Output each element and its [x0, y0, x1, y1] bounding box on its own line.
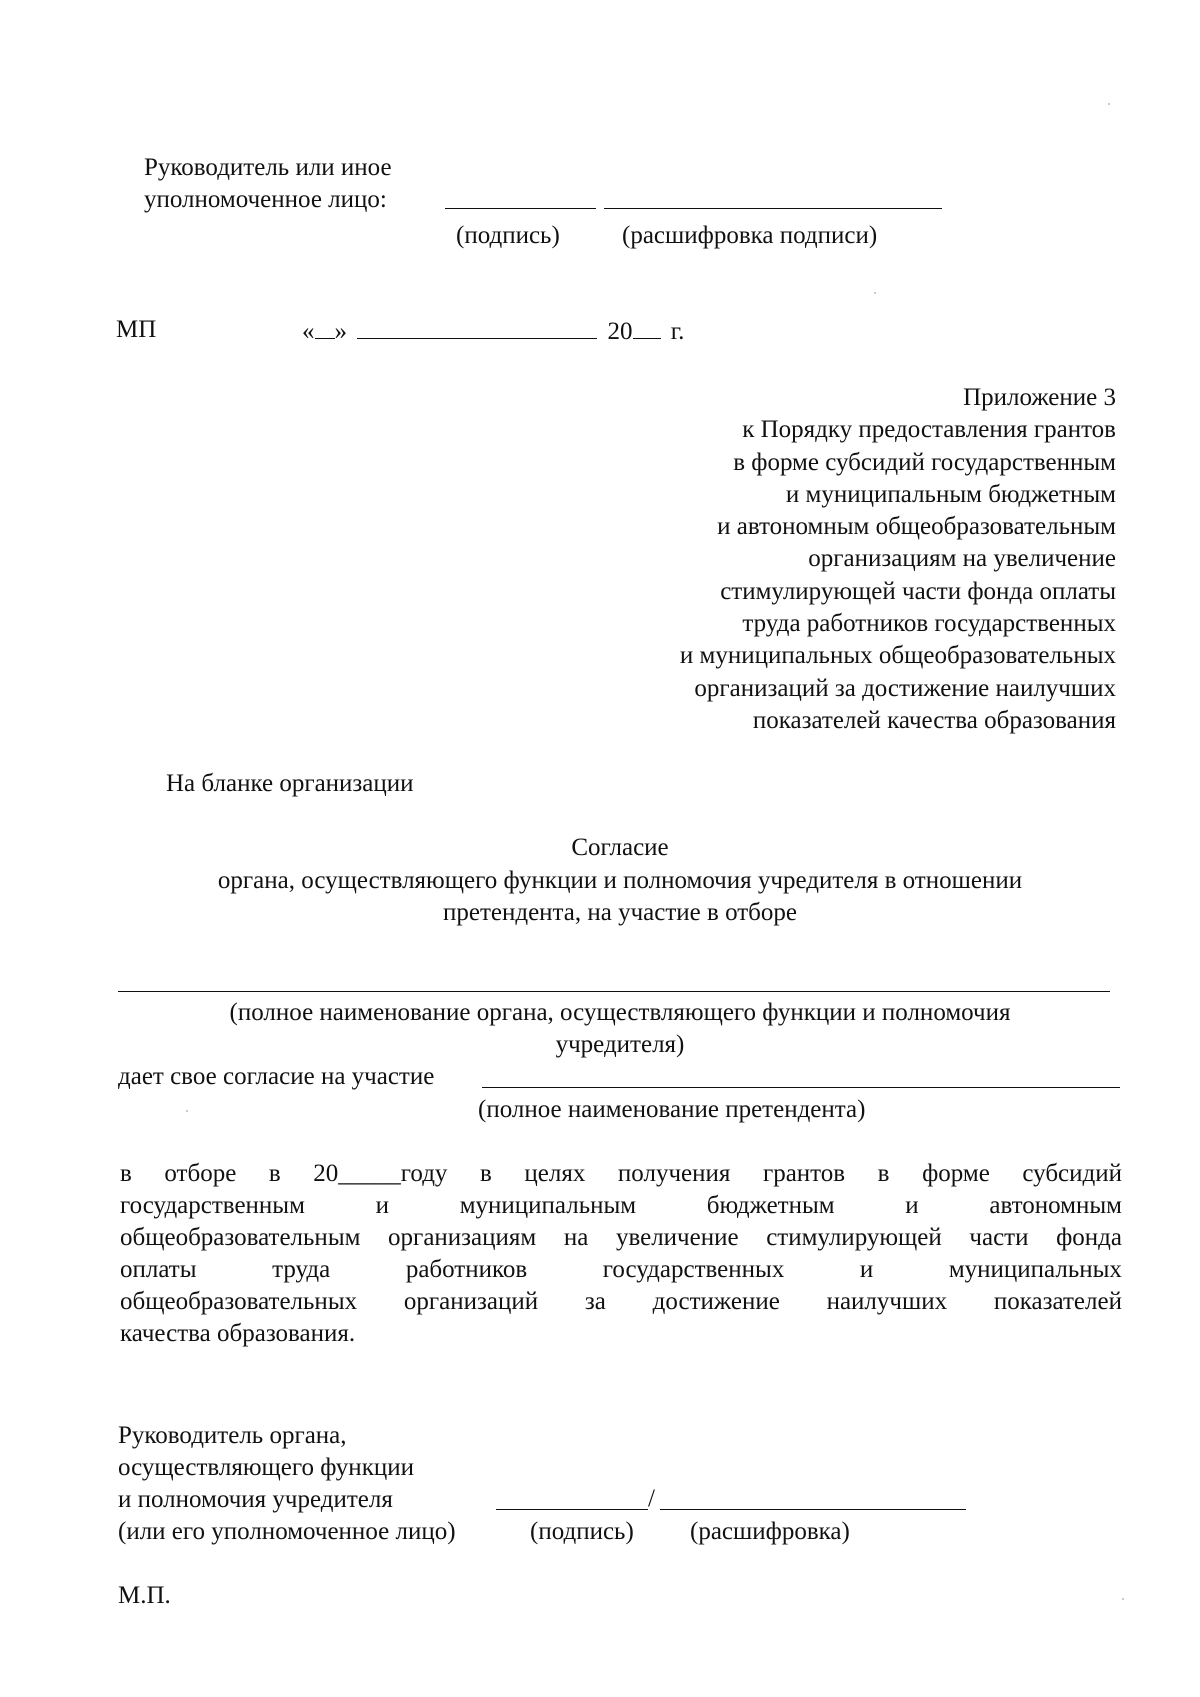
quote-close: » [334, 318, 347, 345]
stamp-mark: МП [116, 316, 157, 343]
body-word: работников [405, 1256, 528, 1283]
body-word: организаций [403, 1288, 539, 1315]
signature-separator: / [648, 1485, 655, 1512]
top-signature-line[interactable] [445, 193, 596, 209]
bottom-stamp-mark: М.П. [118, 1582, 171, 1609]
year-prefix: 20 [607, 318, 633, 345]
body-word: целях [524, 1160, 586, 1187]
body-word: показателей [993, 1288, 1122, 1315]
bottom-decoding-caption: (расшифровка) [690, 1518, 850, 1545]
body-line-4 [120, 1254, 1122, 1286]
body-line-1 [120, 1158, 1122, 1190]
day-field[interactable] [315, 316, 335, 339]
appendix-line: к Порядку предоставления грантов [742, 416, 1116, 444]
body-word: государственных [602, 1256, 785, 1283]
body-word: муниципальным [459, 1192, 637, 1219]
top-signature-label-line1: Руководитель или иное [144, 154, 392, 181]
bottom-signature-caption: (подпись) [530, 1518, 634, 1545]
date-line [302, 316, 684, 348]
bottom-signature-line2: осуществляющего функции [118, 1454, 414, 1481]
authority-caption-line1: (полное наименование органа, осуществляющего функции и полномочия [229, 999, 1011, 1026]
body-word: бюджетным [706, 1192, 835, 1219]
body-line-5 [120, 1286, 1122, 1318]
appendix-line: организациям на увеличение [808, 545, 1116, 573]
body-line-6: качества образования. [120, 1320, 356, 1347]
scan-speck [874, 292, 876, 294]
appendix-line: в форме субсидий государственным [733, 448, 1116, 476]
body-word: и [375, 1192, 389, 1219]
body-word: и [859, 1256, 874, 1283]
top-signature-label-line2: уполномоченное лицо: [144, 186, 387, 213]
body-word: в [480, 1160, 492, 1187]
appendix-line: и муниципальных общеобразовательных [679, 642, 1116, 670]
consent-subtitle-line2: претендента, на участие в отборе [442, 899, 797, 926]
body-word-year-field: 20_____году [313, 1160, 448, 1187]
top-signature-caption: (подпись) [456, 222, 560, 249]
participation-prefix: дает свое согласие на участие [118, 1063, 435, 1090]
body-word: в [268, 1160, 281, 1187]
month-field[interactable] [357, 316, 597, 339]
body-word: наилучших [826, 1288, 948, 1315]
body-word: получения [617, 1160, 731, 1187]
quote-open: « [302, 318, 315, 345]
appendix-line: показателей качества образования [752, 706, 1116, 734]
appendix-title: Приложение 3 [963, 384, 1116, 411]
scan-speck [186, 1110, 188, 1112]
appendix-line: стимулирующей части фонда оплаты [720, 577, 1116, 605]
appendix-line: и муниципальным бюджетным [785, 480, 1116, 508]
body-word: труда [272, 1256, 331, 1283]
bottom-signature-line1: Руководитель органа, [118, 1422, 347, 1449]
body-word: и [905, 1192, 919, 1219]
body-word: форме [922, 1160, 990, 1187]
bottom-signature-field[interactable] [496, 1494, 648, 1510]
authority-caption-line2: учредителя) [555, 1031, 685, 1058]
appendix-line: и автономным общеобразовательным [717, 513, 1116, 541]
body-word: отборе [164, 1160, 237, 1187]
bottom-signature-line4: (или его уполномоченное лицо) [118, 1518, 456, 1545]
body-word: государственным [120, 1192, 305, 1219]
body-word: субсидий [1022, 1160, 1122, 1187]
bottom-signature-line3: и полномочия учредителя [118, 1486, 393, 1513]
consent-subtitle-line1: органа, осуществляющего функции и полномочия учредителя в отношении [217, 867, 1023, 894]
authority-name-field[interactable] [118, 975, 1110, 992]
year-field[interactable] [633, 316, 661, 339]
body-word: оплаты [120, 1256, 197, 1283]
body-line-2 [120, 1190, 1122, 1222]
letterhead-note: На бланке организации [166, 770, 414, 797]
scan-speck [1108, 103, 1110, 105]
body-word: муниципальных [948, 1256, 1122, 1283]
body-word: грантов [762, 1160, 846, 1187]
body-word: достижение [652, 1288, 780, 1315]
body-word: автономным [989, 1192, 1122, 1219]
body-word: в [120, 1160, 132, 1187]
scan-speck [1122, 1598, 1124, 1600]
applicant-caption: (полное наименование претендента) [478, 1096, 866, 1123]
top-signature-decoding-caption: (расшифровка подписи) [622, 222, 878, 249]
consent-title: Согласие [571, 834, 669, 861]
body-word: общеобразовательных [120, 1288, 358, 1315]
appendix-block [680, 382, 1116, 737]
applicant-name-field[interactable] [482, 1072, 1120, 1088]
appendix-line: организаций за достижение наилучших [694, 674, 1116, 702]
body-line-3: общеобразовательным организациям на увеличение стимулирующей части фонда [120, 1224, 1122, 1251]
body-word: в [877, 1160, 890, 1187]
appendix-line: труда работников государственных [742, 610, 1116, 638]
body-word: за [584, 1288, 606, 1315]
year-suffix: г. [670, 318, 685, 345]
top-signature-decoding-line[interactable] [604, 193, 942, 209]
bottom-decoding-field[interactable] [660, 1494, 966, 1510]
